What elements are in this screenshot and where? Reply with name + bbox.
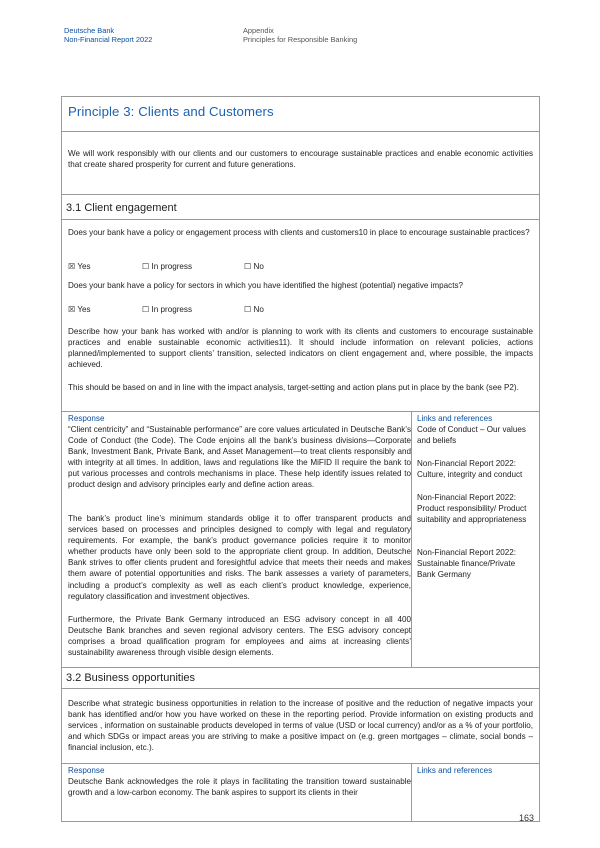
link-culture-integrity[interactable] bbox=[417, 458, 533, 480]
q1-option-in-progress[interactable]: ☐ In progress bbox=[142, 262, 192, 271]
link-product-responsibility[interactable] bbox=[417, 492, 533, 525]
q2-option-in-progress[interactable]: ☐ In progress bbox=[142, 305, 192, 314]
link-code-of-conduct[interactable] bbox=[417, 424, 533, 446]
response-paragraph: Deutsche Bank acknowledges the role it plays in facilitating the transition toward sustainable growth and a low-carbon economy. The bank aspires to support its clients in their bbox=[68, 777, 411, 798]
section-title: 3.1 Client engagement bbox=[66, 202, 177, 214]
basis-instruction: This should be based on and in line with the impact analysis, target-setting and action plans put in place by the bank (see P2). bbox=[68, 383, 519, 392]
header-report: Non-Financial Report 2022 bbox=[64, 35, 153, 44]
page-number: 163 bbox=[519, 813, 535, 823]
response-paragraph: “Client centricity” and “Sustainable performance” are core values articulated in Deutsche Bank’s Code of Conduct (the Code). The Code enjoins all the bank’s business divisions—Corporate Bank, Investment Bank, Private Bank, and Asset Management—to treat clients responsibly and with integrity at all times. In addition, laws and regulations like the MiFID II require the bank to put various processes and controls mechanisms in place. These help identify issues related to product design and advisory principles early and define action areas. bbox=[68, 425, 411, 490]
principle-title-box bbox=[61, 96, 540, 132]
response-paragraph: Furthermore, the Private Bank Germany introduced an ESG advisory concept in all 400 Deutsche Bank branches and seven regional advisory centers. The ESG advisory concept comprises a broad qualification program for employees and aims at increasing clients’ sustainability awareness through visible design elements. bbox=[68, 615, 411, 658]
section-divider bbox=[62, 219, 539, 220]
section-client-engagement bbox=[61, 195, 540, 668]
question-sector-policy: Does your bank have a policy for sectors in which you have identified the highest (potential) negative impacts? bbox=[68, 281, 464, 290]
response-paragraph: The bank’s product line’s minimum standards oblige it to offer transparent products and services based on processes and principles designed to comply with legal and regulatory requirements. For example, the bank’s product governance policies require it to monitor whether products have only been sold to the appropriate client group. In addition, Deutsche Bank strives to offer clients prudent and foresightful advice that meets their needs and makes them aware of potential opportunities and risks. The bank assesses a variety of parameters, including a product’s complexity as well as each client’s product knowledge, experience, regulatory classification and investment objectives. bbox=[68, 514, 411, 601]
link-sustainable-finance[interactable] bbox=[417, 547, 533, 580]
section-title: 3.2 Business opportunities bbox=[66, 672, 196, 684]
section-divider bbox=[62, 688, 539, 689]
response-divider bbox=[62, 411, 539, 412]
links-label: Links and references bbox=[417, 766, 493, 775]
link-text[interactable]: Non-Financial Report 2022: Sustainable finance/Private Bank Germany bbox=[417, 548, 516, 580]
q1-option-yes[interactable]: ☒ Yes bbox=[68, 262, 91, 271]
principle-title: Principle 3: Clients and Customers bbox=[68, 104, 274, 119]
link-text[interactable]: Non-Financial Report 2022: Culture, integrity and conduct bbox=[417, 459, 523, 480]
link-text[interactable]: Non-Financial Report 2022: Product responsibility/ Product suitability and appropriateness bbox=[417, 493, 527, 525]
section-business-opportunities bbox=[61, 668, 540, 822]
response-label: Response bbox=[68, 766, 105, 775]
q1-option-no[interactable]: ☐ No bbox=[244, 262, 264, 271]
header-section: Appendix bbox=[243, 26, 274, 35]
column-divider bbox=[411, 411, 412, 667]
header-section-block bbox=[243, 26, 357, 44]
describe-instruction: Describe how your bank has worked with and/or is planning to work with its clients and customers to encourage sustainable practices and enable sustainable economic activities11). It should include information on relevant policies, actions planned/implemented to support clients’ transition, selected indicators on client engagement and, where possible, the impacts achieved. bbox=[68, 327, 533, 369]
links-label: Links and references bbox=[417, 414, 493, 423]
q2-option-no[interactable]: ☐ No bbox=[244, 305, 264, 314]
header-company: Deutsche Bank bbox=[64, 26, 115, 35]
q2-option-yes[interactable]: ☒ Yes bbox=[68, 305, 91, 314]
link-text[interactable]: Code of Conduct – Our values and beliefs bbox=[417, 425, 526, 446]
response-divider bbox=[62, 763, 539, 764]
response-label: Response bbox=[68, 414, 105, 423]
column-divider bbox=[411, 763, 412, 821]
header-subsection: Principles for Responsible Banking bbox=[243, 35, 358, 44]
principle-intro-box bbox=[61, 131, 540, 195]
principle-intro: We will work responsibly with our clients and our customers to encourage sustainable practices and enable economic activities that create shared prosperity for current and future generations. bbox=[68, 149, 533, 169]
question-policy: Does your bank have a policy or engagement process with clients and customers10 in place to encourage sustainable practices? bbox=[68, 228, 530, 237]
header-company-block bbox=[64, 26, 152, 44]
describe-opportunities: Describe what strategic business opportunities in relation to the increase of positive and the reduction of negative impacts your bank has identified and/or how you have worked on these in the reporting period. Provide information on existing products and services , information on sustainable products developed in terms of value (USD or local currency) and/or as a % of your portfolio, and which SDGs or impact areas you are striving to make a positive impact on (e.g. green mortgages – climate, social bonds – financial inclusion, etc.). bbox=[68, 699, 533, 752]
